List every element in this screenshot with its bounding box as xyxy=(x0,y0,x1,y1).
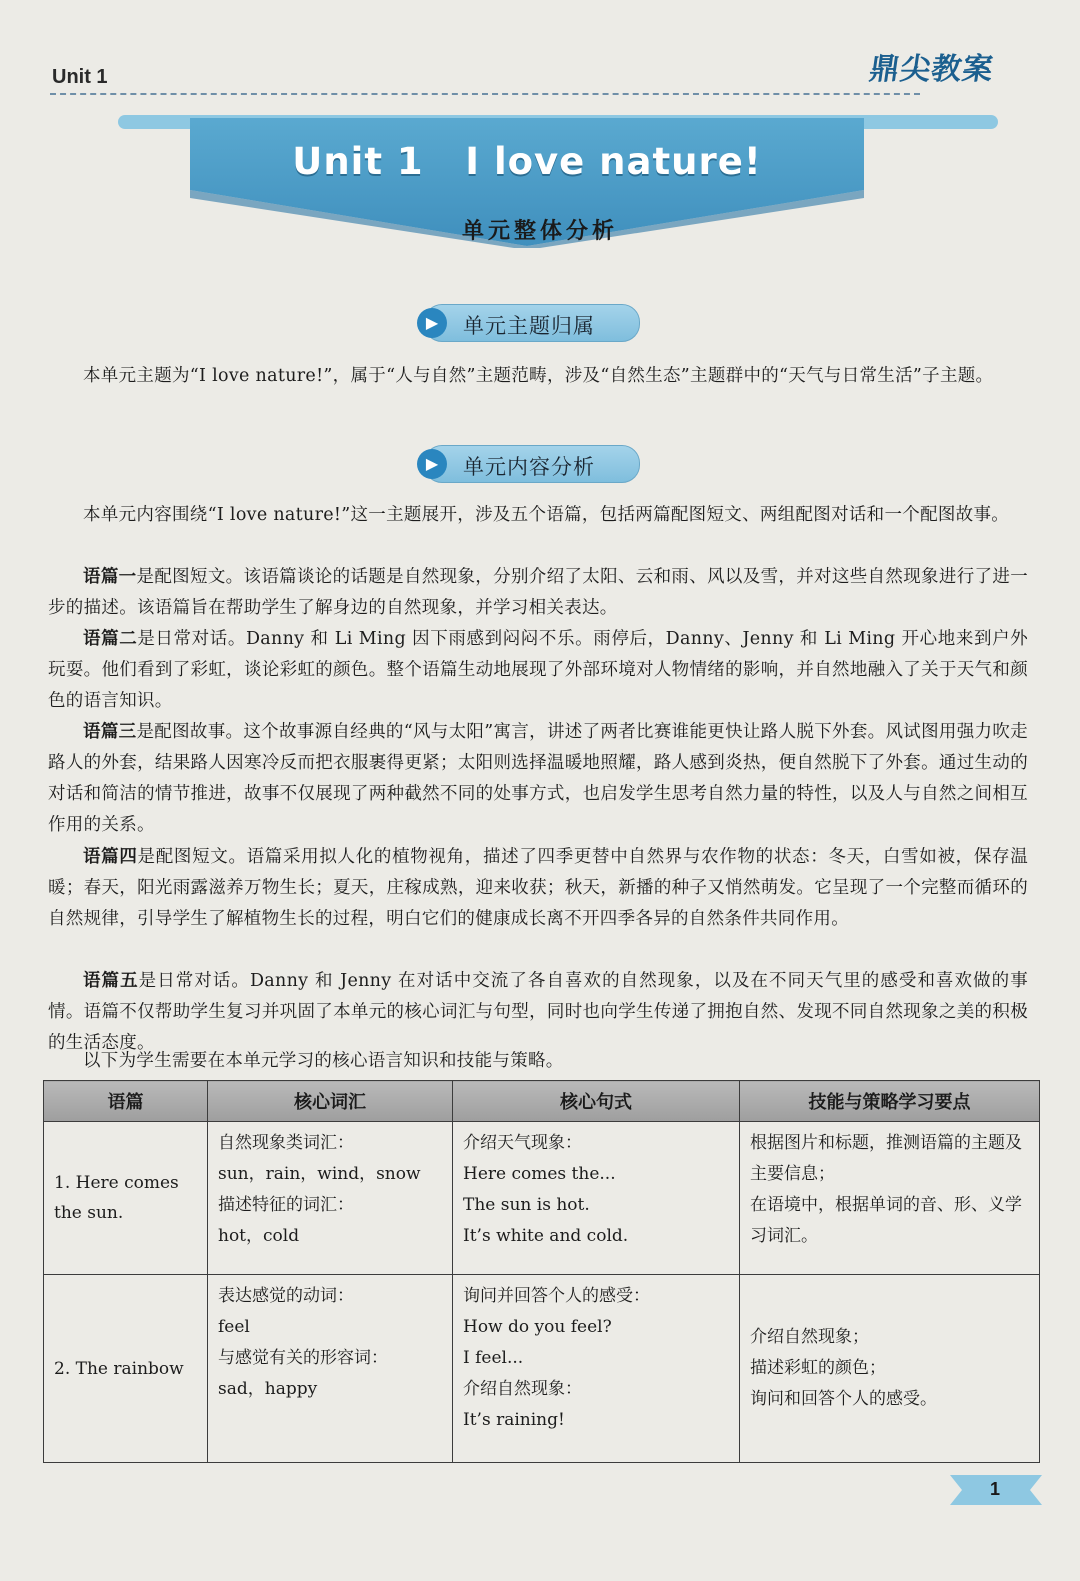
section-heading-text: 单元内容分析 xyxy=(463,455,595,479)
cell-line: 询问和回答个人的感受。 xyxy=(750,1389,937,1410)
section-heading-text: 单元主题归属 xyxy=(463,314,595,338)
passage-lead: 语篇一 xyxy=(83,567,137,587)
theme-paragraph: 本单元主题为“I love nature!”，属于“人与自然”主题范畴，涉及“自然生态”主题群中的“天气与日常生活”子主题。 xyxy=(83,366,994,386)
section-marker-icon: ▶ xyxy=(417,308,447,338)
unit-title: Unit 1 I love nature! xyxy=(292,140,762,183)
sentence-cell xyxy=(453,1122,740,1275)
column-header: 技能与策略学习要点 xyxy=(740,1081,1040,1122)
skills-cell xyxy=(740,1275,1040,1463)
cell-line: Here comes the... xyxy=(463,1164,616,1184)
header-divider xyxy=(50,93,920,95)
lesson-cell: 2. The rainbow xyxy=(44,1275,208,1463)
passage-paragraph xyxy=(48,717,1028,841)
passage-paragraph xyxy=(48,624,1028,717)
column-header: 语篇 xyxy=(44,1081,208,1122)
page-number: 1 xyxy=(990,1479,1001,1499)
cell-line: hot，cold xyxy=(218,1226,300,1246)
passage-text: 是日常对话。Danny 和 Li Ming 因下雨感到闷闷不乐。雨停后，Danny、Jenny 和 Li Ming 开心地来到户外玩耍。他们看到了彩虹，谈论彩虹的颜色。整个语篇生动地展现了外部环境对人物情绪的影响，并自然地融入了关于天气和颜色的语言知识。 xyxy=(48,629,1028,711)
cell-line: It’s white and cold. xyxy=(463,1226,629,1246)
running-header-unit: Unit 1 xyxy=(52,66,108,88)
column-header: 核心词汇 xyxy=(208,1081,453,1122)
section-heading-theme xyxy=(424,304,640,342)
core-knowledge-table xyxy=(43,1080,1040,1463)
cell-line: 询问并回答个人的感受： xyxy=(463,1286,650,1307)
passage-lead: 语篇二 xyxy=(83,629,138,649)
cell-line: 根据图片和标题，推测语篇的主题及主要信息； xyxy=(750,1133,1022,1184)
cell-line: 自然现象类词汇： xyxy=(218,1133,354,1153)
vocab-cell xyxy=(208,1275,453,1463)
cell-line: 在语境中，根据单词的音、形、义学习词汇。 xyxy=(750,1195,1022,1246)
column-header: 核心句式 xyxy=(453,1081,740,1122)
lesson-cell: 1. Here comes the sun. xyxy=(44,1122,208,1275)
analysis-heading: 单元整体分析 xyxy=(461,219,618,244)
passage-text: 是配图短文。语篇采用拟人化的植物视角，描述了四季更替中自然界与农作物的状态：冬天，白雪如被，保存温暖；春天，阳光雨露滋养万物生长；夏天，庄稼成熟，迎来收获；秋天，新播的种子又悄然萌发。它呈现了一个完整而循环的自然规律，引导学生了解植物生长的过程，明白它们的健康成长离不开四季各异的自然条件共同作用。 xyxy=(48,847,1028,929)
vocab-cell xyxy=(208,1122,453,1275)
cell-line: 介绍自然现象： xyxy=(463,1379,582,1400)
passage-text: 是日常对话。Danny 和 Jenny 在对话中交流了各自喜欢的自然现象，以及在不同天气里的感受和喜欢做的事情。语篇不仅帮助学生复习并巩固了本单元的核心词汇与句型，同时也向学生传递了拥抱自然、发现不同自然现象之美的积极的生活态度。 xyxy=(48,971,1028,1053)
passage-lead: 语篇五 xyxy=(83,971,139,991)
publisher-logo: 鼎尖教案 xyxy=(867,52,996,87)
cell-line: 表达感觉的动词： xyxy=(218,1286,354,1307)
passage-text: 是配图短文。该语篇谈论的话题是自然现象，分别介绍了太阳、云和雨、风以及雪，并对这些自然现象进行了进一步的描述。该语篇旨在帮助学生了解身边的自然现象，并学习相关表达。 xyxy=(48,567,1028,618)
passage-paragraph xyxy=(48,562,1028,624)
passage-text: 是配图故事。这个故事源自经典的“风与太阳”寓言，讲述了两者比赛谁能更快让路人脱下外套。风试图用强力吹走路人的外套，结果路人因寒冷反而把衣服裹得更紧；太阳则选择温暖地照耀，路人感到炎热，便自然脱下了外套。通过生动的对话和简洁的情节推进，故事不仅展现了两种截然不同的处事方式，也启发学生思考自然力量的特性，以及人与自然之间相互作用的关系。 xyxy=(48,722,1028,835)
cell-line: 描述特征的词汇： xyxy=(218,1195,354,1215)
cell-line: 介绍自然现象； xyxy=(750,1327,869,1348)
table-header-row xyxy=(44,1081,1040,1122)
passage-lead: 语篇三 xyxy=(83,722,137,742)
cell-line: feel xyxy=(218,1317,250,1338)
cell-line: 描述彩虹的颜色； xyxy=(750,1358,886,1379)
cell-line: 与感觉有关的形容词： xyxy=(218,1348,388,1369)
cell-line: sad，happy xyxy=(218,1379,318,1400)
table-row xyxy=(44,1275,1040,1463)
cell-line: How do you feel? xyxy=(463,1317,612,1338)
passage-paragraph xyxy=(48,842,1028,935)
section-marker-icon: ▶ xyxy=(417,449,447,479)
skills-cell xyxy=(740,1122,1040,1275)
page-number-tab xyxy=(950,1475,1042,1505)
cell-line: The sun is hot. xyxy=(463,1195,590,1215)
section-heading-content xyxy=(424,445,640,483)
cell-line: sun，rain，wind，snow xyxy=(218,1164,421,1184)
cell-line: I feel... xyxy=(463,1348,524,1369)
passage-lead: 语篇四 xyxy=(83,847,138,867)
cell-line: 介绍天气现象： xyxy=(463,1133,582,1153)
table-intro-paragraph: 以下为学生需要在本单元学习的核心语言知识和技能与策略。 xyxy=(83,1051,564,1071)
cell-line: It’s raining! xyxy=(463,1410,565,1431)
sentence-cell xyxy=(453,1275,740,1463)
content-intro-paragraph: 本单元内容围绕“I love nature!”这一主题展开，涉及五个语篇，包括两篇配图短文、两组配图对话和一个配图故事。 xyxy=(83,505,1010,525)
table-row xyxy=(44,1122,1040,1275)
